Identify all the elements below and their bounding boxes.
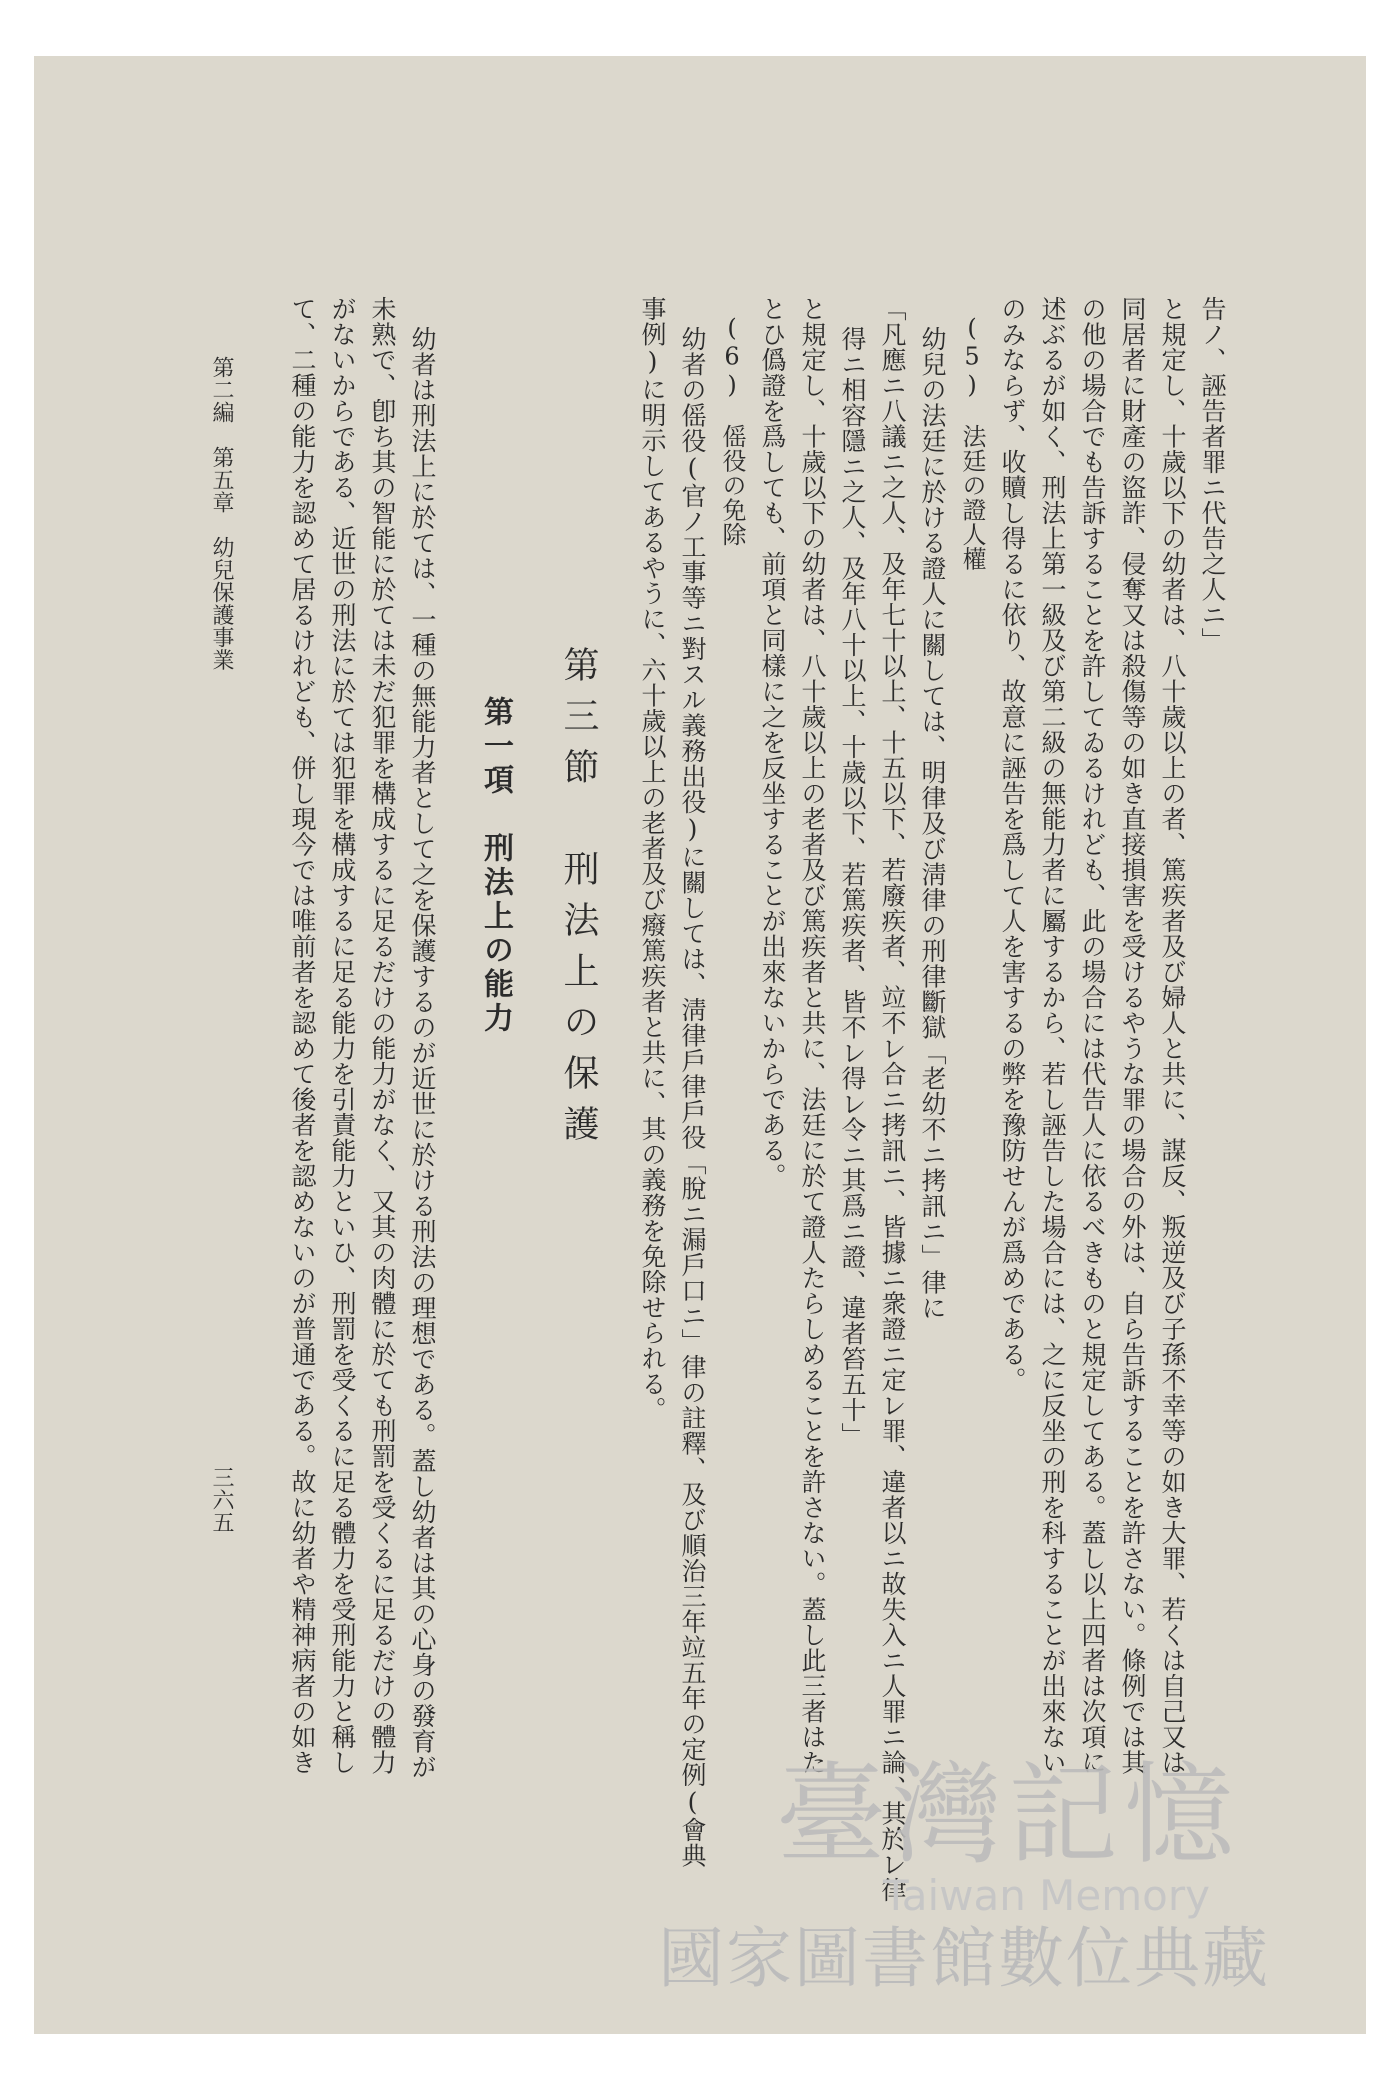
item-heading: 第一項 刑法上の能力 [478,696,513,1036]
watermark-english: Taiwan Memory [883,1871,1210,1920]
subsection-label: (6) 傜役の免除 [718,314,746,547]
text-column: とひ僞證を爲しても、前項と同樣に之を反坐することが出來ないからである。 [758,296,787,1189]
text-column: 述ぶるが如く、刑法上第一級及び第二級の無能力者に屬するから、若し誣告した場合には、之に反坐の刑を科することが出來ない [1038,296,1067,1775]
text-column: て、二種の能力を認めて居るけれども、併し現今では唯前者を認めて後者を認めないのが普通である。故に幼者や精神病者の如き [288,296,317,1775]
subsection-label: (5) 法廷の證人權 [958,314,986,571]
text-column: 幼者の傜役(官ノ工事等ニ對スル義務出役)に關しては、淸律戶律戶役「脫ニ漏戶口ニ」律の註釋、及び順治三年竝五年の定例(會典 [678,326,707,1868]
quote-column: 得ニ相容隱ニ之人、及年八十以上、十歲以下、若篤疾者、皆不レ得レ令ニ其爲ニ證、違者笞五十」 [838,326,867,1448]
watermark-logo: 臺灣記憶 [776,1751,1240,1879]
text-column: の他の場合でも告訴することを許してゐるけれども、此の場合には代告人に依るべきものと規定してある。蓋し以上四者は次項に [1078,296,1107,1775]
text-column: 未熟で、卽ち其の智能に於ては未だ犯罪を構成するに足るだけの能力がなく、又其の肉體に於ても刑罰を受くるに足るだけの體力 [368,296,397,1775]
text-column: のみならず、收贖し得るに依り、故意に誣告を爲して人を害するの弊を豫防せんが爲めである。 [998,296,1027,1393]
text-column: 幼兒の法廷に於ける證人に關しては、明律及び淸律の刑律斷獄「老幼不ニ拷訊ニ」律に [918,326,947,1321]
text-column: がないからである、近世の刑法に於ては犯罪を構成するに足る能力を引責能力といひ、刑罰を受くるに足る體力を受刑能力と稱し [328,296,357,1775]
text-column: と規定し、十歲以下の幼者は、八十歲以上の老者及び篤疾者と共に、法廷に於て證人たらしめることを許さない。蓋し此三者はた [798,296,827,1775]
text-column: 幼者は刑法上に於ては、一種の無能力者として之を保護するのが近世に於ける刑法の理想である。蓋し幼者は其の心身の發育が [408,326,437,1780]
watermark-subtitle: 國家圖書館數位典藏 [658,1920,1270,1997]
page-number: 三六五 [209,1466,234,1534]
text-column: 事例)に明示してあるやうに、六十歲以上の老者及び癈篤疾者と共に、其の義務を免除せられる。 [638,296,667,1422]
text-column: と規定し、十歲以下の幼者は、八十歲以上の者、篤疾者及び婦人と共に、謀反、叛逆及び子孫不幸等の如き大罪、若くは自己又は [1158,296,1187,1775]
section-heading: 第三節 刑法上の保護 [558,646,599,1156]
text-column: 同居者に財產の盜詐、侵奪又は殺傷等の如き直接損害を受けるやうな罪の場合の外は、自ら告訴することを許さない。條例では其 [1118,296,1147,1775]
quote-column: 「凡應ニ八議ニ之人、及年七十以上、十五以下、若廢疾者、竝不レ合ニ拷訊ニ、皆據ニ衆證ニ定レ罪、違者以ニ故失入ニ人罪ニ論、其於レ律 [878,296,907,1903]
text-column: 告ノ、誣告者罪ニ代告之人ニ」 [1198,296,1227,653]
running-footer: 第二編 第五章 幼兒保護事業 [209,356,234,671]
